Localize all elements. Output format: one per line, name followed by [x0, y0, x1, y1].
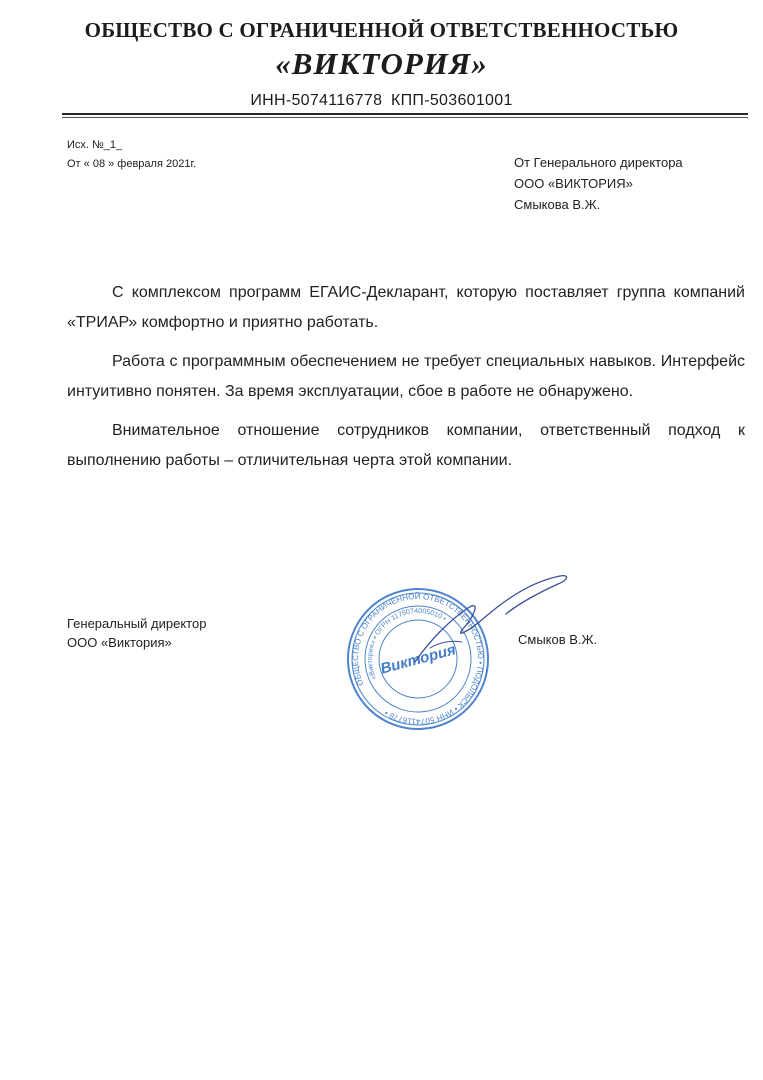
seal-center-text: Виктория — [378, 641, 458, 678]
organization-tax-ids: ИНН-5074116778 КПП-503601001 — [250, 92, 513, 109]
letter-body — [67, 278, 745, 485]
body-paragraph: С комплексом программ ЕГАИС-Декларант, которую поставляет группа компаний «ТРИАР» комфортно и приятно работать. — [67, 284, 745, 331]
body-paragraph: Работа с программным обеспечением не требует специальных навыков. Интерфейс интуитивно понятен. За время эксплуатации, сбое в работе не обнаружено. — [67, 353, 745, 400]
signatory-name: Смыков В.Ж. — [518, 632, 598, 647]
signatory-position: Генеральный директор — [67, 616, 207, 631]
seal-outer-text: ОБЩЕСТВО С ОГРАНИЧЕННОЙ ОТВЕТСТВЕННОСТЬЮ • ПОДОЛЬСК • ИНН 5074116778 • — [350, 591, 486, 727]
body-paragraph: Внимательное отношение сотрудников компании, ответственный подход к выполнению работы – отличительная черта этой компании. — [67, 422, 745, 469]
outgoing-number: Исх. №_1_ — [67, 139, 123, 151]
letter-date: От « 08 » февраля 2021г. — [67, 158, 197, 170]
handwritten-signature — [410, 570, 585, 670]
addressee-block — [514, 152, 683, 215]
header-rule — [62, 113, 748, 115]
addressee-name: Смыкова В.Ж. — [514, 197, 601, 212]
signatory-block — [67, 614, 206, 652]
header-rule-thin — [62, 117, 748, 118]
seal-inner-text: «Виктория» • ОГРН 1175074005010 • — [366, 607, 448, 681]
addressee-company: ООО «ВИКТОРИЯ» — [514, 176, 633, 191]
addressee-line: От Генерального директора — [514, 155, 683, 170]
organization-title: ОБЩЕСТВО С ОГРАНИЧЕННОЙ ОТВЕТСТВЕННОСТЬЮ — [84, 18, 679, 42]
organization-name: «ВИКТОРИЯ» — [275, 46, 488, 81]
signatory-company: ООО «Виктория» — [67, 635, 172, 650]
